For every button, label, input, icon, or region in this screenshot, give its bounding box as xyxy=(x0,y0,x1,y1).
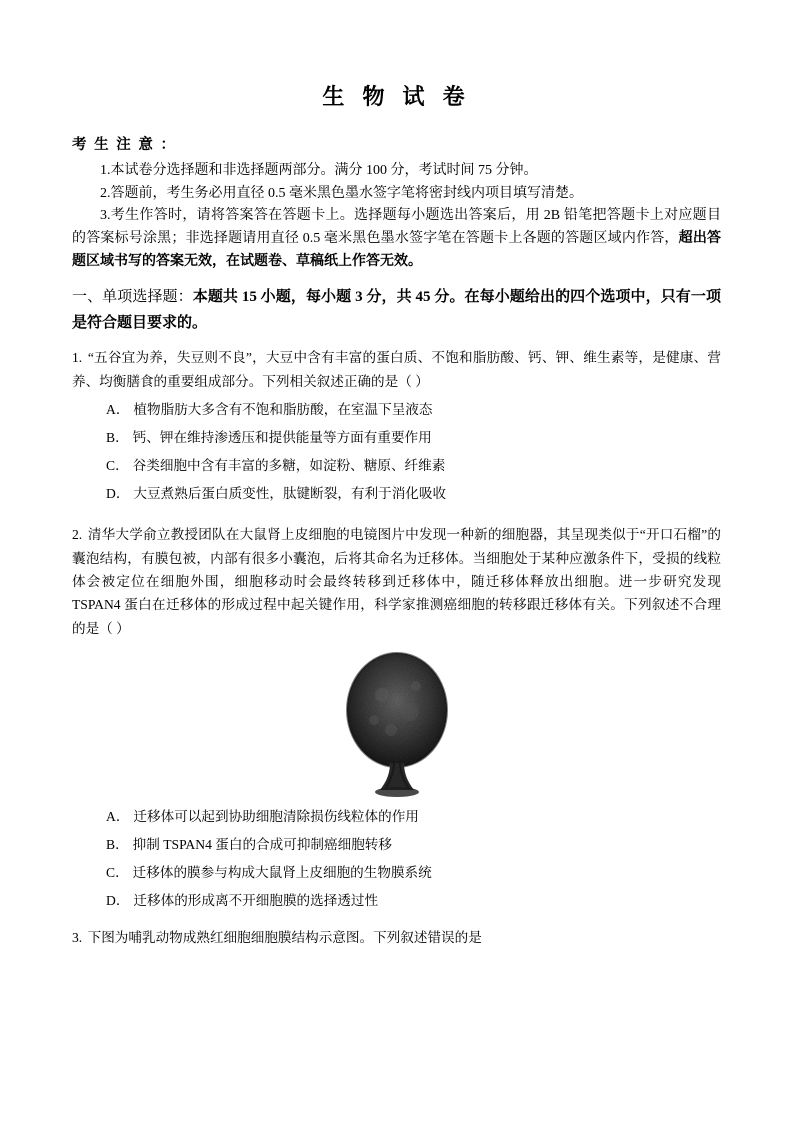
option-a xyxy=(72,399,721,421)
option-d-text: 大豆煮熟后蛋白质变性，肽键断裂，有利于消化吸收 xyxy=(133,486,447,502)
candidate-notice-heading: 考 生 注 意 ： xyxy=(72,137,177,153)
question-stem xyxy=(72,926,721,949)
migrasome-electron-micrograph xyxy=(72,650,721,800)
option-c xyxy=(72,862,721,884)
question-text: 清华大学俞立教授团队在大鼠肾上皮细胞的电镜图片中发现一种新的细胞器，其呈现类似于“开口石榴”的囊泡结构，有膜包被，内部有很多小囊泡，后将其命名为迁移体。当细胞处于某种应激条件下，受损的线粒体会被定位在细胞外围，细胞移动时会最终转移到迁移体中，随迁移体释放出细胞。进一步研究发现 TSPAN4 蛋白在迁移体的形成过程中起关键作用，科学家推测癌细胞的转移跟迁移体有关。下列叙述不合理的是（ ） xyxy=(72,527,721,636)
question-number: 2. xyxy=(72,527,83,543)
section-one-label: 一、单项选择题： xyxy=(72,289,193,306)
option-a-label: A． xyxy=(106,402,130,418)
option-d xyxy=(72,483,721,505)
option-c-label: C． xyxy=(106,865,129,881)
notice-line-2: 2.答题前，考生务必用直径 0.5 毫米黑色墨水签字笔将密封线内项目填写清楚。 xyxy=(100,185,583,201)
section-one-text: 本题共 15 小题，每小题 3 分，共 45 分。在每小题给出的四个选项中，只有一项是符合题目要求的。 xyxy=(72,289,721,331)
notice-line-3-bold: 超出答题区域书写的答案无效，在试题卷、草稿纸上作答无效。 xyxy=(72,231,722,269)
question-stem xyxy=(72,523,721,640)
question-number: 1. xyxy=(72,350,83,366)
option-b-text: 抑制 TSPAN4 蛋白的合成可抑制癌细胞转移 xyxy=(132,837,392,853)
option-d-text: 迁移体的形成离不开细胞膜的选择透过性 xyxy=(133,893,379,909)
option-a-label: A． xyxy=(106,809,130,825)
option-b-text: 钙、钾在维持渗透压和提供能量等方面有重要作用 xyxy=(132,430,432,446)
question-text: “五谷宜为养，失豆则不良”，大豆中含有丰富的蛋白质、不饱和脂肪酸、钙、钾、维生素等，是健康、营养、均衡膳食的重要组成部分。下列相关叙述正确的是（ ） xyxy=(72,350,721,389)
question-number: 3. xyxy=(72,930,83,946)
page-title: 生 物 试 卷 xyxy=(322,84,471,109)
notice-line-3-text: 3.考生作答时，请将答案答在答题卡上。选择题每小题选出答案后，用 2B 铅笔把答题卡上对应题目的答案标号涂黑；非选择题请用直径 0.5 毫米黑色墨水签字笔在答题卡上各题的答题区域内作答， xyxy=(72,208,721,247)
option-d xyxy=(72,890,721,912)
option-b-label: B． xyxy=(106,837,129,853)
option-c-label: C． xyxy=(106,458,129,474)
section-one-heading xyxy=(72,285,721,336)
option-a-text: 植物脂肪大多含有不饱和脂肪酸，在室温下呈液态 xyxy=(133,402,433,418)
option-d-label: D． xyxy=(106,893,130,909)
option-b xyxy=(72,427,721,449)
option-a-text: 迁移体可以起到协助细胞清除损伤线粒体的作用 xyxy=(133,809,419,825)
option-b-label: B． xyxy=(106,430,129,446)
option-b xyxy=(72,834,721,856)
notice-line-3 xyxy=(72,205,721,273)
question-text: 下图为哺乳动物成熟红细胞细胞膜结构示意图。下列叙述错误的是 xyxy=(87,930,482,946)
migrasome-figure-svg xyxy=(312,650,482,800)
option-c-text: 谷类细胞中含有丰富的多糖，如淀粉、糖原、纤维素 xyxy=(132,458,446,474)
option-c-text: 迁移体的膜参与构成大鼠肾上皮细胞的生物膜系统 xyxy=(132,865,432,881)
notice-line-1: 1.本试卷分选择题和非选择题两部分。满分 100 分，考试时间 75 分钟。 xyxy=(100,163,538,178)
question-stem xyxy=(72,346,721,393)
option-a xyxy=(72,806,721,828)
option-c xyxy=(72,455,721,477)
option-d-label: D． xyxy=(106,486,130,502)
